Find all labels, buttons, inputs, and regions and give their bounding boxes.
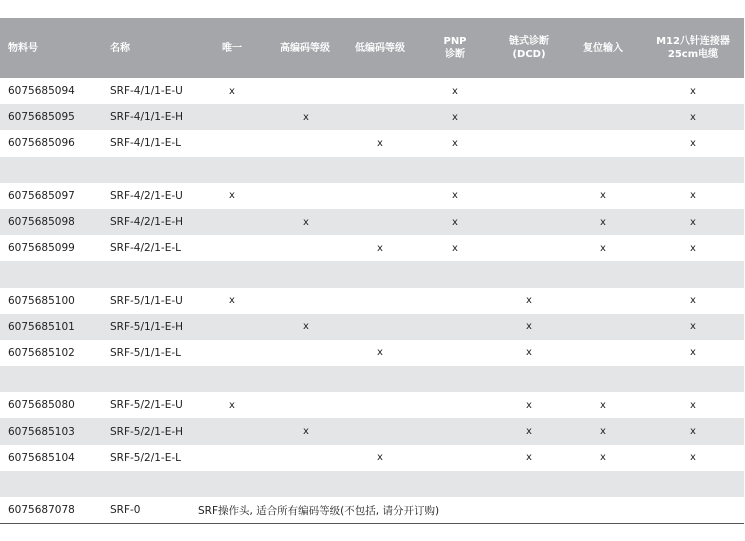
name-cell: SRF-5/2/1-E-H <box>110 425 184 438</box>
feature-mark: x <box>526 321 532 333</box>
table-row <box>0 78 744 104</box>
feature-mark: x <box>452 111 458 123</box>
feature-mark: x <box>526 295 532 307</box>
part-number-cell: 6075685104 <box>8 451 75 464</box>
feature-mark: x <box>452 216 458 228</box>
feature-mark: x <box>690 399 696 411</box>
part-number-cell: 6075685098 <box>8 216 75 229</box>
feature-mark: x <box>690 321 696 333</box>
table-bottom-rule <box>0 523 744 524</box>
feature-mark: x <box>690 85 696 97</box>
feature-mark: x <box>526 399 532 411</box>
table-row <box>0 104 744 130</box>
name-cell: SRF-4/1/1-E-L <box>110 137 181 150</box>
feature-mark: x <box>690 190 696 202</box>
feature-mark: x <box>600 399 606 411</box>
header-pnp-diagnostics: PNP 诊断 <box>443 36 467 60</box>
table-note-row <box>0 497 744 523</box>
header-unique: 唯一 <box>222 42 242 54</box>
table-row <box>0 445 744 471</box>
feature-mark: x <box>303 321 309 333</box>
part-number-cell: 6075685100 <box>8 294 75 307</box>
feature-mark: x <box>377 452 383 464</box>
feature-mark: x <box>452 137 458 149</box>
feature-mark: x <box>303 216 309 228</box>
feature-mark: x <box>690 216 696 228</box>
part-number-cell: 6075685095 <box>8 111 75 124</box>
feature-mark: x <box>690 137 696 149</box>
feature-mark: x <box>600 452 606 464</box>
feature-mark: x <box>303 111 309 123</box>
part-number-cell: 6075685097 <box>8 189 75 202</box>
feature-mark: x <box>452 85 458 97</box>
feature-mark: x <box>229 295 235 307</box>
feature-mark: x <box>452 190 458 202</box>
table-row <box>0 288 744 314</box>
header-part-number: 物料号 <box>8 42 38 54</box>
feature-mark: x <box>229 190 235 202</box>
feature-mark: x <box>600 426 606 438</box>
name-cell: SRF-5/1/1-E-U <box>110 294 183 307</box>
name-cell: SRF-5/1/1-E-L <box>110 346 181 359</box>
table-spacer-row <box>0 366 744 392</box>
feature-mark: x <box>526 452 532 464</box>
feature-mark: x <box>600 190 606 202</box>
header-high-coding: 高编码等级 <box>280 42 330 54</box>
header-reset-input: 复位输入 <box>583 42 623 54</box>
feature-mark: x <box>377 347 383 359</box>
table-row <box>0 209 744 235</box>
part-number-cell: 6075687078 <box>8 504 75 517</box>
name-cell: SRF-5/1/1-E-H <box>110 320 184 333</box>
name-cell: SRF-0 <box>110 504 141 517</box>
part-number-cell: 6075685096 <box>8 137 75 150</box>
table-row <box>0 235 744 261</box>
feature-mark: x <box>690 426 696 438</box>
feature-mark: x <box>377 242 383 254</box>
note-cell: SRF操作头, 适合所有编码等级(不包括, 请分开订购) <box>198 504 440 517</box>
header-low-coding: 低编码等级 <box>355 42 405 54</box>
feature-mark: x <box>229 85 235 97</box>
table-row <box>0 183 744 209</box>
feature-mark: x <box>452 242 458 254</box>
feature-mark: x <box>600 242 606 254</box>
table-spacer-row <box>0 261 744 287</box>
feature-mark: x <box>690 111 696 123</box>
header-m12-connector: M12八针连接器 25cm电缆 <box>656 36 730 60</box>
name-cell: SRF-4/2/1-E-L <box>110 242 181 255</box>
name-cell: SRF-4/2/1-E-U <box>110 189 183 202</box>
part-number-cell: 6075685102 <box>8 346 75 359</box>
table-spacer-row <box>0 157 744 183</box>
header-dcd-diagnostics: 链式诊断 (DCD) <box>509 36 549 60</box>
feature-mark: x <box>526 426 532 438</box>
feature-mark: x <box>690 347 696 359</box>
table-body <box>0 78 744 523</box>
name-cell: SRF-4/2/1-E-H <box>110 216 184 229</box>
feature-mark: x <box>303 426 309 438</box>
part-number-cell: 6075685103 <box>8 425 75 438</box>
part-number-cell: 6075685101 <box>8 320 75 333</box>
part-number-cell: 6075685094 <box>8 85 75 98</box>
name-cell: SRF-4/1/1-E-U <box>110 85 183 98</box>
part-number-cell: 6075685099 <box>8 242 75 255</box>
header-name: 名称 <box>110 42 130 54</box>
table-spacer-row <box>0 471 744 497</box>
feature-mark: x <box>229 399 235 411</box>
name-cell: SRF-5/2/1-E-U <box>110 399 183 412</box>
table-row <box>0 340 744 366</box>
feature-mark: x <box>526 347 532 359</box>
name-cell: SRF-4/1/1-E-H <box>110 111 184 124</box>
table-row <box>0 392 744 418</box>
feature-mark: x <box>690 452 696 464</box>
part-number-cell: 6075685080 <box>8 399 75 412</box>
feature-mark: x <box>377 137 383 149</box>
product-table <box>0 18 744 523</box>
feature-mark: x <box>690 295 696 307</box>
feature-mark: x <box>600 216 606 228</box>
table-row <box>0 418 744 444</box>
table-header <box>0 18 744 78</box>
feature-mark: x <box>690 242 696 254</box>
table-row <box>0 314 744 340</box>
name-cell: SRF-5/2/1-E-L <box>110 451 181 464</box>
table-row <box>0 130 744 156</box>
